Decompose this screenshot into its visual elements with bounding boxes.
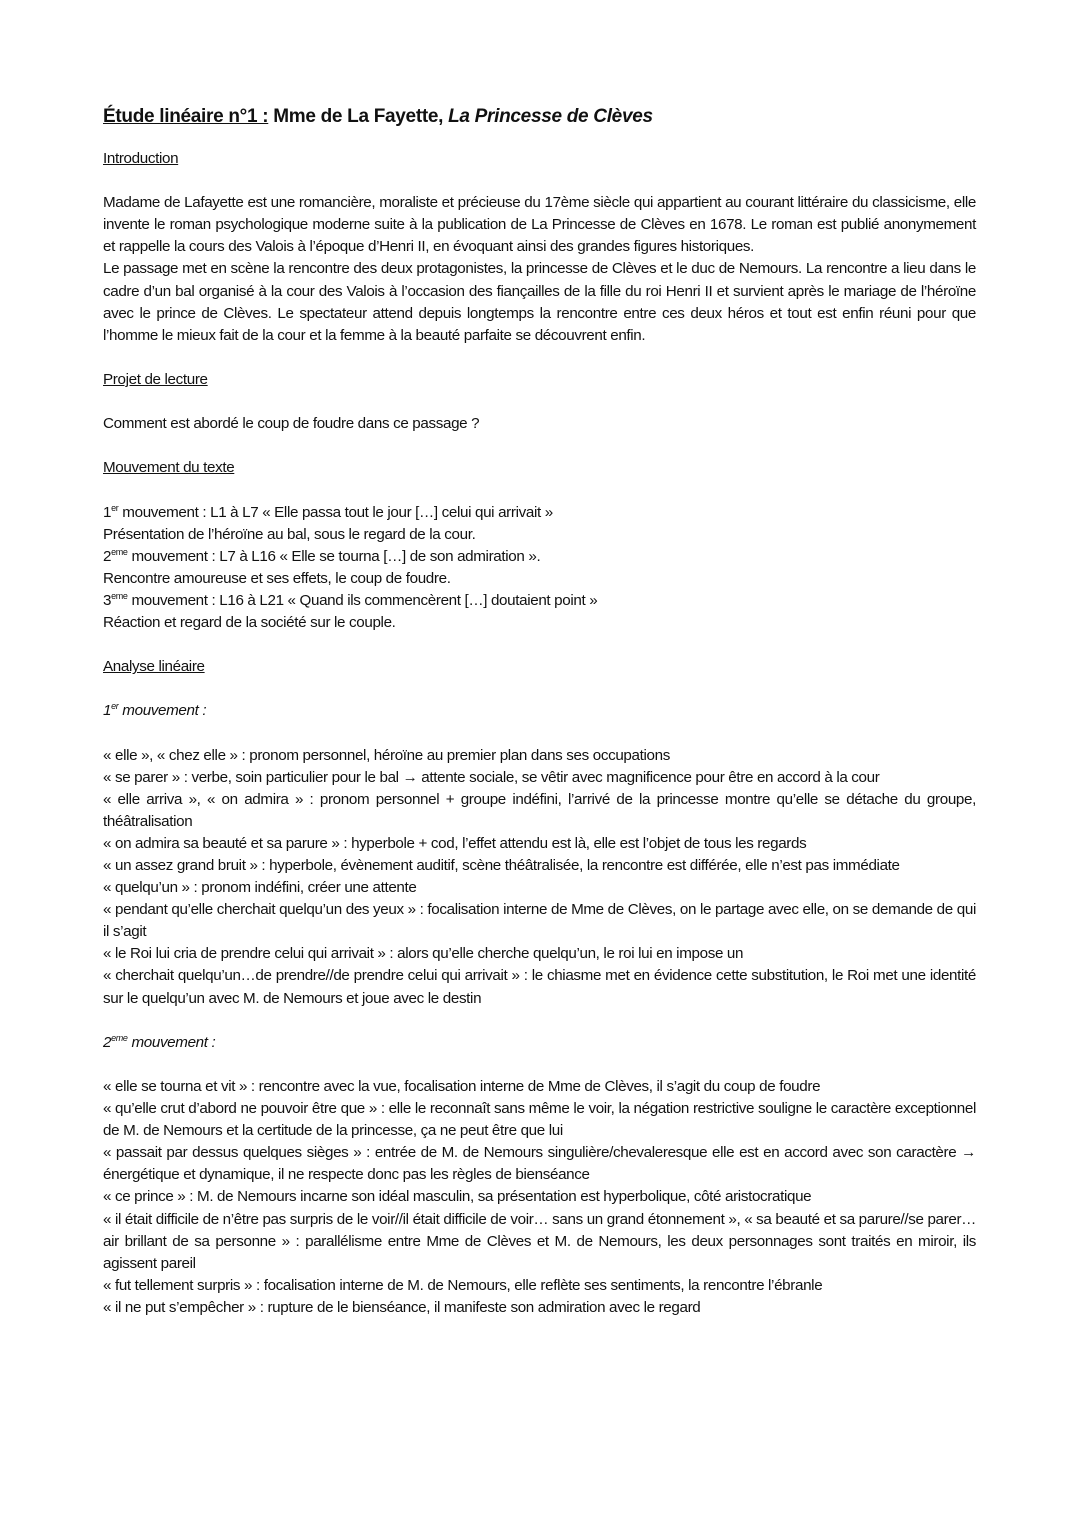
mouvement-number: 2 [103, 547, 112, 565]
analysis-line: « fut tellement surpris » : focalisation interne de M. de Nemours, elle reflète ses sentiments, la rencontre l’ébranle [103, 1276, 823, 1294]
analysis-line: « ce prince » : M. de Nemours incarne son idéal masculin, sa présentation est hyperbolique, côté aristocratique [103, 1188, 812, 1206]
spacer [103, 170, 976, 192]
analyse-m2-heading [103, 1032, 976, 1054]
ordinal-suffix: eme [111, 1032, 128, 1043]
mouvement-range: mouvement : L7 à L16 « Elle se tourna […] de son admiration ». [127, 547, 541, 565]
analyse-heading: Analyse linéaire [103, 658, 205, 676]
document-page [103, 104, 976, 1319]
ordinal-suffix: er [111, 502, 119, 513]
ordinal-suffix: er [111, 701, 119, 712]
title-author: Mme de La Fayette, [268, 106, 449, 127]
spacer [103, 1010, 976, 1032]
mouvement-label: mouvement : [118, 702, 207, 720]
spacer [103, 435, 976, 457]
analysis-line: « quelqu’un » : pronom indéfini, créer une attente [103, 879, 417, 897]
mouvement-list [103, 502, 976, 635]
title-label: Étude linéaire n°1 : [103, 106, 269, 127]
spacer [103, 1054, 976, 1076]
projet-heading: Projet de lecture [103, 370, 208, 388]
spacer [103, 722, 976, 744]
mouvement-3-desc: Réaction et regard de la société sur le couple. [103, 613, 396, 631]
title-work: La Princesse de Clèves [448, 106, 653, 127]
analysis-line: « elle se tourna et vit » : rencontre avec la vue, focalisation interne de Mme de Clèves, il s’agit du coup de foudre [103, 1077, 821, 1095]
introduction-heading: Introduction [103, 150, 179, 167]
ordinal-suffix: eme [111, 546, 128, 557]
spacer [103, 479, 976, 501]
spacer [103, 347, 976, 369]
spacer [103, 391, 976, 413]
mouvement-range: mouvement : L16 à L21 « Quand ils commencèrent […] doutaient point » [127, 591, 598, 609]
analysis-line: « un assez grand bruit » : hyperbole, évènement auditif, scène théâtralisée, la rencontre est différée, elle n’est pas immédiate [103, 857, 900, 874]
document-title [103, 104, 976, 130]
analysis-line: « pendant qu’elle cherchait quelqu’un des yeux » : focalisation interne de Mme de Clèves, on le partage avec elle, on se demande de qui il s’agit [103, 901, 976, 941]
mouvement-range: mouvement : L1 à L7 « Elle passa tout le jour […] celui qui arrivait » [118, 503, 553, 521]
mouvement-3-line [103, 590, 976, 612]
mouvement-2-line [103, 546, 976, 568]
spacer [103, 634, 976, 656]
mouvement-1-line [103, 502, 976, 524]
analysis-line: « qu’elle crut d’abord ne pouvoir être que » : elle le reconnaît sans même le voir, la négation restrictive souligne le caractère exceptionnel de M. de Nemours et la certitude de la princesse, ça ne peut être que lui [103, 1100, 976, 1140]
mouvement-1-desc: Présentation de l’héroïne au bal, sous le regard de la cour. [103, 525, 476, 543]
analyse-m1-list [103, 745, 976, 1010]
mouvements-heading: Mouvement du texte [103, 459, 235, 477]
analysis-line: « on admira sa beauté et sa parure » : hyperbole + cod, l’effet attendu est là, elle est l’objet de tous les regards [103, 834, 807, 852]
mouvement-2-desc: Rencontre amoureuse et ses effets, le coup de foudre. [103, 569, 451, 587]
analysis-line: « le Roi lui cria de prendre celui qui arrivait » : alors qu’elle cherche quelqu’un, le roi lui en impose un [103, 945, 744, 963]
analysis-line: « passait par dessus quelques sièges » : entrée de M. de Nemours singulière/chevaleresque elle est en accord avec son caractère → énergétique et dynamique, il ne respecte donc pas les règles de bienséance [103, 1144, 976, 1184]
mouvement-number: 3 [103, 591, 112, 609]
analysis-line: « elle arriva », « on admira » : pronom personnel + groupe indéfini, l’arrivé de la princesse montre qu’elle se détache du groupe, théâtralisation [103, 790, 976, 830]
analysis-line: « cherchait quelqu’un…de prendre//de prendre celui qui arrivait » : le chiasme met en évidence cette substitution, le Roi met une identité sur le quelqu’un avec M. de Nemours et joue avec le destin [103, 967, 976, 1007]
mouvement-number: 1 [103, 503, 112, 521]
analysis-line: « se parer » : verbe, soin particulier pour le bal → attente sociale, se vêtir avec magnificence pour être en accord à la cour [103, 768, 880, 786]
ordinal-suffix: eme [111, 590, 128, 601]
analyse-m1-heading [103, 700, 976, 722]
introduction-paragraph-2: Le passage met en scène la rencontre des deux protagonistes, la princesse de Clèves et le duc de Nemours. La rencontre a lieu dans le cadre d’un bal organisé à la cour des Valois à l’occasion des fiançailles de la fille du roi Henri II et survient après le mariage de l’héroïne avec le prince de Clèves. Le spectateur attend depuis longtemps la rencontre entre ces deux héros et tout est enfin réuni pour que l’homme le mieux fait de la cour et la femme à la beauté parfaite se découvrent enfin. [103, 260, 976, 344]
analysis-line: « elle », « chez elle » : pronom personnel, héroïne au premier plan dans ses occupations [103, 746, 670, 764]
spacer [103, 678, 976, 700]
mouvement-label: mouvement : [127, 1033, 216, 1051]
mouvement-number: 1 [103, 702, 112, 720]
analyse-m2-list [103, 1076, 976, 1319]
analysis-line: « il était difficile de n’être pas surpris de le voir//il était difficile de voir… sans un grand étonnement », « sa beauté et sa parure//se parer…air brillant de sa personne » : parallélisme entre Mme de Clèves et M. de Nemours, les deux personnages sont traités en miroir, ils agissent pareil [103, 1210, 976, 1272]
projet-question: Comment est abordé le coup de foudre dans ce passage ? [103, 415, 480, 433]
mouvement-number: 2 [103, 1033, 112, 1051]
analysis-line: « il ne put s’empêcher » : rupture de le bienséance, il manifeste son admiration avec le regard [103, 1298, 701, 1316]
introduction-paragraph-1: Madame de Lafayette est une romancière, moraliste et précieuse du 17ème siècle qui appartient au courant littéraire du classicisme, elle invente le roman psychologique moderne suite à la publication de La Princesse de Clèves en 1678. Le roman est publié anonymement et rappelle la cours des Valois à l’époque d’Henri II, en évoquant ainsi des grandes figures historiques. [103, 194, 976, 256]
